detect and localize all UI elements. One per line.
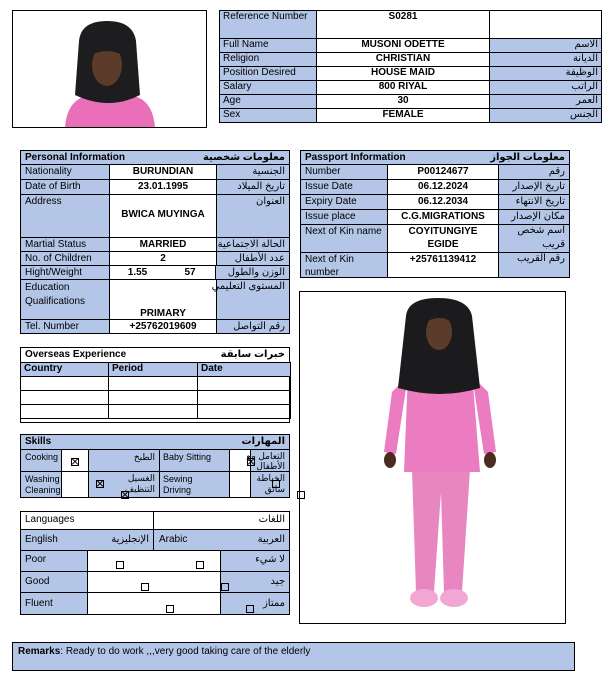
kin-number-value: +25761139412 [387, 253, 499, 277]
kin-name-ar-1: اسم شخص [517, 225, 565, 236]
languages-section [20, 511, 290, 615]
marital-label: Martial Status [25, 239, 87, 250]
lang-fluent-ar: ممتاز [262, 598, 285, 609]
issue-place-ar: مكان الإصدار [511, 211, 565, 222]
skill-cleaning-ar: التنظيف [124, 484, 155, 494]
col-date: Date [198, 363, 291, 377]
skill-sewing: Sewing [163, 474, 193, 484]
position-ar: الوظيفة [490, 67, 602, 81]
tel-ar: رقم التواصل [233, 321, 285, 332]
position-value: HOUSE MAID [317, 67, 490, 81]
sex-value: FEMALE [317, 109, 490, 123]
portrait-photo-frame [12, 10, 207, 128]
expiry-date-ar: تاريخ الانتهاء [515, 196, 565, 207]
col-period: Period [109, 363, 198, 377]
personal-info-section [20, 150, 290, 334]
dob-label: Date of Birth [25, 181, 81, 192]
salary-label: Salary [220, 81, 317, 95]
overseas-table [20, 362, 291, 419]
skill-cleaning: Cleaning [25, 485, 61, 495]
skill-cooking-ar: الطبخ [133, 452, 155, 462]
full-body-photo [300, 292, 565, 623]
education-label: Education Qualifications [25, 282, 86, 307]
salary-value: 800 RIYAL [317, 81, 490, 95]
age-value: 30 [317, 95, 490, 109]
table-row [21, 405, 291, 419]
marital-value: MARRIED [109, 238, 217, 251]
expiry-date-value: 06.12.2034 [387, 195, 499, 209]
nationality-label: Nationality [25, 166, 72, 177]
salary-ar: الراتب [490, 81, 602, 95]
children-label: No. of Children [25, 253, 92, 264]
reference-label: Reference Number [220, 11, 317, 39]
skills-section [20, 434, 290, 498]
dob-value: 23.01.1995 [109, 180, 217, 194]
issue-place-value: C.G.MIGRATIONS [387, 210, 499, 224]
passport-title: Passport Information [305, 152, 406, 163]
passport-number-value: P00124677 [387, 165, 499, 179]
skill-baby-sitting: Baby Sitting [163, 452, 212, 462]
nationality-ar: الجنسية [252, 166, 285, 177]
table-row [21, 377, 291, 391]
portrait-photo [13, 11, 206, 127]
issue-date-label: Issue Date [305, 181, 353, 192]
arabic-fluent-checkbox[interactable] [246, 605, 254, 613]
weight-value: 57 [165, 266, 216, 279]
languages-title: Languages [25, 514, 75, 525]
skills-title-ar: المهارات [241, 436, 285, 447]
tel-value: +25762019609 [109, 320, 217, 333]
english-good-checkbox[interactable] [141, 583, 149, 591]
passport-number-ar: رقم [548, 166, 565, 177]
washing-checkbox[interactable] [96, 480, 104, 488]
table-row [21, 391, 291, 405]
col-country: Country [21, 363, 109, 377]
address-value: BWICA MUYINGA [121, 209, 205, 220]
kin-name-label: Next of Kin name [305, 226, 382, 237]
driving-checkbox[interactable] [297, 491, 305, 499]
skill-driving-ar: سائق [264, 484, 285, 494]
issue-place-label: Issue place [305, 211, 356, 222]
height-value: 1.55 [109, 266, 166, 279]
address-label: Address [25, 196, 62, 207]
english-fluent-checkbox[interactable] [166, 605, 174, 613]
passport-title-ar: معلومات الجواز [490, 152, 565, 163]
arabic-poor-checkbox[interactable] [196, 561, 204, 569]
languages-title-ar: اللغات [258, 514, 285, 525]
lang-english-ar: الإنجليزية [111, 534, 149, 545]
full-name-label: Full Name [220, 39, 317, 53]
remarks-text: : Ready to do work ,,,very good taking care of the elderly [60, 646, 311, 657]
position-label: Position Desired [220, 67, 317, 81]
age-label: Age [220, 95, 317, 109]
lang-english: English [25, 534, 58, 545]
religion-ar: الديانة [490, 53, 602, 67]
kin-name-ar-2: قريب [542, 239, 565, 250]
personal-title-ar: معلومات شخصية [202, 152, 285, 163]
lang-poor-ar: لا شيء [255, 554, 285, 565]
remarks-label: Remarks [18, 646, 61, 657]
nationality-value: BURUNDIAN [109, 165, 217, 179]
passport-number-label: Number [305, 166, 341, 177]
marital-ar: الحالة الاجتماعية [217, 239, 285, 250]
lang-good-ar: جيد [270, 576, 285, 587]
cooking-checkbox[interactable] [71, 458, 79, 466]
skills-title: Skills [25, 436, 52, 447]
children-value: 2 [109, 252, 217, 265]
full-body-photo-frame [299, 291, 566, 624]
tel-label: Tel. Number [25, 321, 79, 332]
dob-ar: تاريخ الميلاد [237, 181, 285, 192]
skill-cooking: Cooking [25, 452, 59, 462]
kin-number-ar: رقم القريب [516, 253, 565, 264]
personal-title: Personal Information [25, 152, 126, 163]
skill-baby-ar-2: الأطفال [256, 461, 285, 471]
children-ar: عدد الأطفال [234, 253, 285, 264]
issue-date-ar: تاريخ الإصدار [512, 181, 565, 192]
overseas-section [20, 347, 290, 423]
lang-poor: Poor [25, 554, 47, 565]
skill-driving: Driving [163, 485, 192, 495]
religion-value: CHRISTIAN [317, 53, 490, 67]
header-table [219, 10, 602, 123]
religion-label: Religion [220, 53, 317, 67]
overseas-title-ar: خبرات سابقة [220, 349, 285, 360]
passport-info-section [300, 150, 570, 278]
age-ar: العمر [490, 95, 602, 109]
kin-number-label: Next of Kin number [305, 254, 354, 278]
full-name-ar: الاسم [490, 39, 602, 53]
skill-washing: Washing [25, 474, 60, 484]
expiry-date-label: Expiry Date [305, 196, 357, 207]
height-weight-label: Hight/Weight [25, 267, 83, 278]
sex-label: Sex [220, 109, 317, 123]
english-poor-checkbox[interactable] [116, 561, 124, 569]
lang-fluent: Fluent [25, 598, 53, 609]
remarks-box [12, 642, 575, 671]
lang-arabic-ar: العربية [257, 534, 285, 545]
height-weight-ar: الوزن والطول [227, 267, 285, 278]
education-ar: المستوى التعليمي [211, 281, 285, 292]
skill-baby-ar-1: التعامل مع [246, 451, 285, 461]
sex-ar: الجنس [490, 109, 602, 123]
overseas-title: Overseas Experience [25, 349, 127, 360]
education-value: PRIMARY [140, 308, 186, 319]
reference-value: S0281 [317, 11, 490, 39]
arabic-good-checkbox[interactable] [221, 583, 229, 591]
full-name-value: MUSONI ODETTE [317, 39, 490, 53]
lang-arabic: Arabic [159, 534, 188, 545]
skill-sewing-ar: الخياطة [256, 473, 285, 483]
skill-washing-ar: الغسيل [127, 473, 155, 483]
issue-date-value: 06.12.2024 [387, 180, 499, 194]
address-ar: العنوان [256, 196, 285, 207]
kin-name-value: COYITUNGIYE EGIDE [387, 225, 499, 252]
lang-good: Good [25, 576, 50, 587]
